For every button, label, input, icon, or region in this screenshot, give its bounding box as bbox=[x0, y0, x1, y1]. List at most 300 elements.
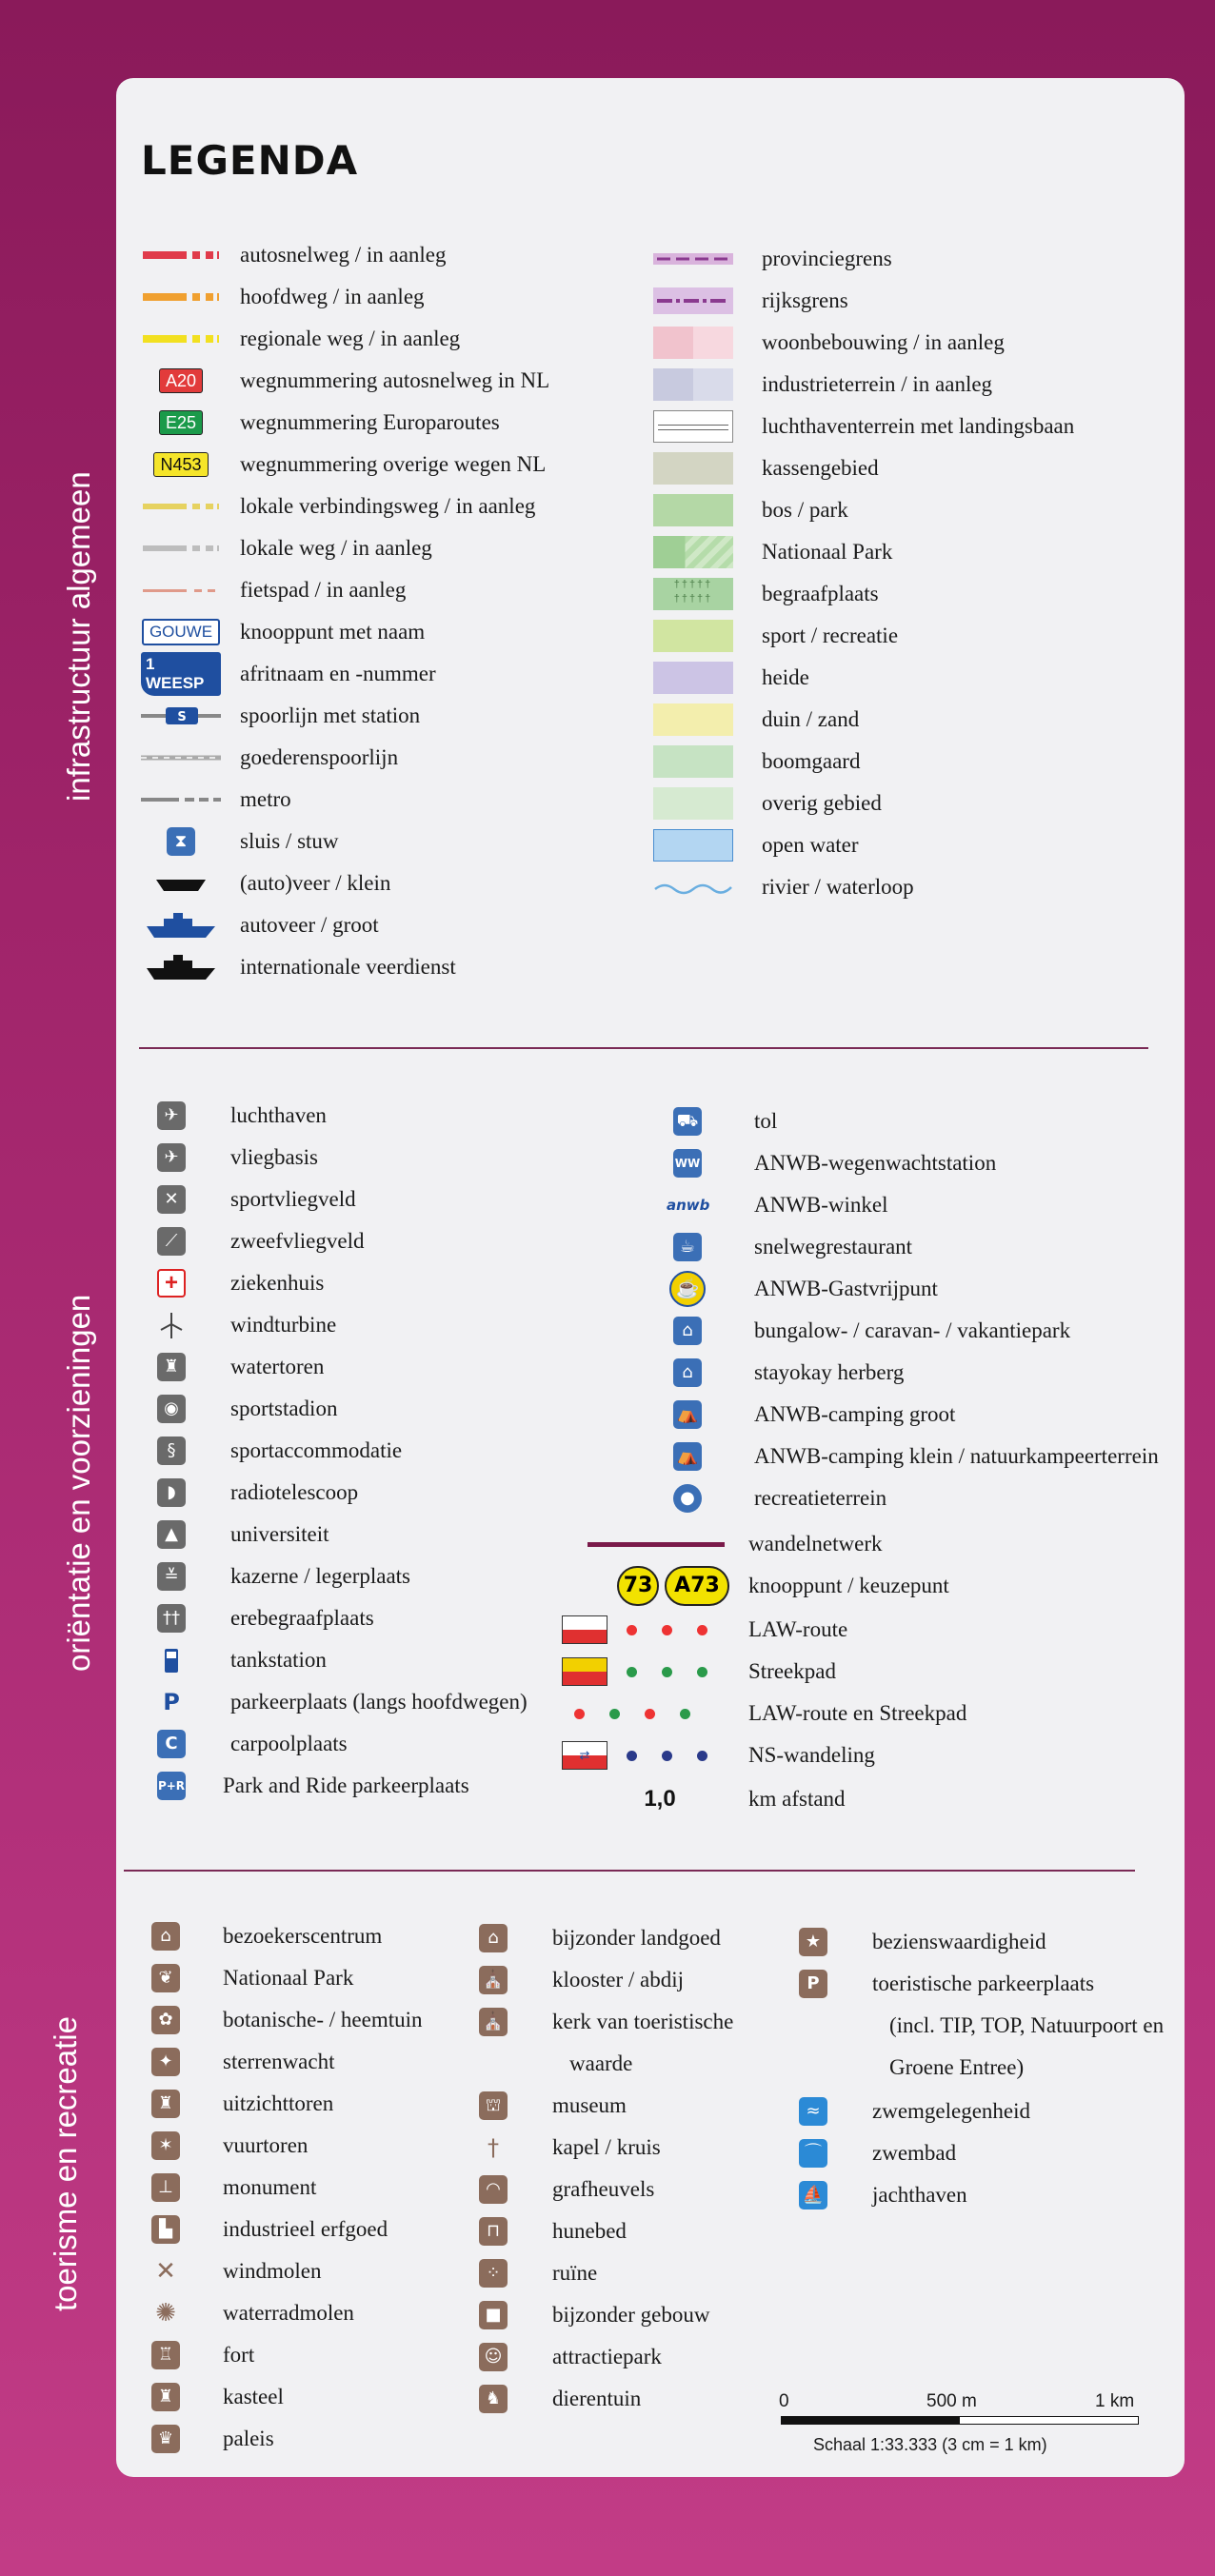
legend-label: bos / park bbox=[762, 498, 848, 522]
legend-item-local-road bbox=[141, 527, 598, 569]
streekpad-flag bbox=[562, 1651, 729, 1693]
airbase-icon: ✈ bbox=[157, 1143, 186, 1172]
legend-item-watermill bbox=[149, 2292, 463, 2334]
road-number-plate: E25 bbox=[159, 410, 203, 435]
watermill-icon: ✺ bbox=[155, 2299, 176, 2328]
large-camping-icon: ⛺ bbox=[673, 1400, 702, 1429]
observatory-icon: ✦ bbox=[151, 2048, 180, 2076]
metro-symbol bbox=[141, 779, 221, 821]
legend-item-road-service bbox=[667, 1142, 1181, 1184]
legend-label: hoofdweg / in aanleg bbox=[240, 285, 425, 308]
legend-item-hostel bbox=[667, 1352, 1181, 1394]
legend-label: overig gebied bbox=[762, 791, 882, 815]
bicycle-path-symbol bbox=[141, 569, 221, 611]
legend-item-barracks bbox=[154, 1556, 573, 1597]
legend-item-orchard bbox=[653, 741, 1167, 783]
legend-label: luchthaventerrein met landingsbaan bbox=[762, 414, 1075, 438]
legend-label: knooppunt / keuzepunt bbox=[748, 1574, 949, 1597]
legend-item-recreation-area bbox=[667, 1477, 1181, 1519]
legend-label: parkeerplaats (langs hoofdwegen) bbox=[230, 1690, 528, 1714]
legend-label: monument bbox=[223, 2175, 317, 2199]
parking-icon: P bbox=[163, 1689, 180, 1715]
svg-text:S: S bbox=[177, 710, 187, 724]
legend-item-freight-railway bbox=[141, 737, 598, 779]
legend-label: ruïne bbox=[552, 2261, 598, 2285]
legend-item-radio-telescope bbox=[154, 1472, 573, 1514]
legend-item-province-border bbox=[653, 238, 1167, 280]
law-route-flag bbox=[562, 1609, 729, 1651]
legend-label: Nationaal Park bbox=[223, 1966, 354, 1990]
amusement-park-icon: ☺ bbox=[479, 2343, 508, 2371]
legend-item-water-tower bbox=[154, 1346, 573, 1388]
legend-label: paleis bbox=[223, 2427, 274, 2450]
exit-plate: 1 WEESP bbox=[141, 652, 221, 696]
war-cemetery-icon: †† bbox=[157, 1604, 186, 1633]
legend-item-stadium bbox=[154, 1388, 573, 1430]
barracks-icon: ≚ bbox=[157, 1562, 186, 1591]
legend-label: zweefvliegveld bbox=[230, 1229, 365, 1253]
legend-label: hunebed bbox=[552, 2219, 627, 2243]
legend-item-heath bbox=[653, 657, 1167, 699]
junction-badge bbox=[606, 1565, 729, 1607]
legend-label: industrieterrein / in aanleg bbox=[762, 372, 993, 396]
legend-item-ns-walk bbox=[562, 1734, 1171, 1776]
hospital-icon: + bbox=[157, 1269, 186, 1298]
legend-label: duin / zand bbox=[762, 707, 860, 731]
zoo-icon: ♞ bbox=[479, 2385, 508, 2413]
legend-label: klooster / abdij bbox=[552, 1968, 684, 1991]
legend-item-forest bbox=[653, 489, 1167, 531]
legend-label: afritnaam en -nummer bbox=[240, 662, 436, 685]
glider-airfield-icon: ⟋ bbox=[157, 1227, 186, 1256]
legend-item-holiday-park bbox=[667, 1310, 1181, 1352]
legend-label: toeristische parkeerplaats bbox=[872, 1972, 1095, 1995]
toll-icon: ⛟ bbox=[673, 1107, 702, 1136]
legend-item-railway bbox=[141, 695, 598, 737]
legend-title: LEGENDA bbox=[141, 137, 359, 184]
legend-item-regional-road bbox=[141, 318, 598, 360]
legend-item-park-and-ride bbox=[154, 1765, 573, 1807]
legend-label: ANWB-camping klein / natuurkampeerterrein bbox=[754, 1444, 1159, 1468]
legend-item-war-cemetery bbox=[154, 1597, 573, 1639]
legend-label: bijzonder landgoed bbox=[552, 1926, 721, 1950]
anwb-shop-icon: anwb bbox=[667, 1197, 710, 1214]
legend-item-amusement-park bbox=[476, 2336, 800, 2378]
legend-item-dolmen bbox=[476, 2210, 800, 2252]
legend-label: Nationaal Park bbox=[762, 540, 893, 564]
legend-label: zwembad bbox=[872, 2141, 957, 2165]
small-ferry-icon bbox=[141, 862, 221, 904]
legend-label: wandelnetwerk bbox=[748, 1532, 883, 1556]
legend-item-law-route bbox=[562, 1609, 1171, 1651]
open-water-swatch bbox=[653, 829, 733, 862]
legend-item-university bbox=[154, 1514, 573, 1556]
legend-item-junction bbox=[606, 1565, 1177, 1607]
dune-sand-swatch bbox=[653, 703, 733, 736]
legend-label: kassengebied bbox=[762, 456, 879, 480]
legend-label: open water bbox=[762, 833, 859, 857]
legend-label: internationale veerdienst bbox=[240, 955, 456, 979]
legend-item-wind-turbine bbox=[154, 1304, 573, 1346]
legend-item-church-cont bbox=[476, 2043, 800, 2085]
scale-tick-0: 0 bbox=[779, 2391, 789, 2411]
national-park-swatch bbox=[653, 536, 733, 568]
legend-label: snelwegrestaurant bbox=[754, 1235, 913, 1258]
legend-label: sluis / stuw bbox=[240, 829, 339, 853]
legend-item-glider-airfield bbox=[154, 1220, 573, 1262]
legend-item-highway-restaurant bbox=[667, 1226, 1181, 1268]
legend-item-monument bbox=[149, 2167, 463, 2209]
legend-item-road-number-europe bbox=[141, 402, 598, 444]
legend-label: wegnummering autosnelweg in NL bbox=[240, 368, 550, 392]
sport-airfield-icon: ✕ bbox=[157, 1185, 186, 1214]
legend-label: boomgaard bbox=[762, 749, 861, 773]
province-border-symbol bbox=[653, 238, 733, 280]
legend-label: sport / recreatie bbox=[762, 624, 899, 647]
stadium-icon: ◉ bbox=[157, 1395, 186, 1423]
scale-tick-500m: 500 m bbox=[926, 2391, 977, 2411]
legend-item-tourist-parking bbox=[796, 1963, 1177, 2005]
legend-label: windmolen bbox=[223, 2259, 322, 2283]
legend-item-lookout-tower bbox=[149, 2083, 463, 2125]
legend-label: uitzichttoren bbox=[223, 2091, 334, 2115]
legend-label: autoveer / groot bbox=[240, 913, 379, 937]
legend-label: knooppunt met naam bbox=[240, 620, 426, 644]
legend-label: waarde bbox=[569, 2051, 633, 2075]
ns-walk-flag: ⇄ bbox=[562, 1734, 729, 1776]
legend-item-national-border bbox=[653, 280, 1167, 322]
legend-label: goederenspoorlijn bbox=[240, 745, 399, 769]
legend-label: LAW-route en Streekpad bbox=[748, 1701, 967, 1725]
legend-label: kerk van toeristische bbox=[552, 2010, 734, 2033]
legend-label: sportvliegveld bbox=[230, 1187, 356, 1211]
cemetery-swatch: ††††† ††††† bbox=[653, 578, 733, 610]
airport-area-swatch bbox=[653, 410, 733, 443]
legend-label: bezienswaardigheid bbox=[872, 1930, 1046, 1953]
swimming-spot-icon: ≈ bbox=[799, 2097, 827, 2126]
legend-item-airport bbox=[154, 1095, 573, 1137]
scale-bar bbox=[779, 2391, 1141, 2467]
wind-turbine-icon bbox=[154, 1304, 189, 1346]
legend-label: rijksgrens bbox=[762, 288, 848, 312]
legend-item-airbase bbox=[154, 1137, 573, 1179]
burial-mound-icon: ◠ bbox=[479, 2175, 508, 2204]
greenhouse-area-swatch bbox=[653, 452, 733, 485]
legend-label: lokale verbindingsweg / in aanleg bbox=[240, 494, 536, 518]
legend-label: Groene Entree) bbox=[889, 2055, 1025, 2079]
legend-label: attractiepark bbox=[552, 2345, 662, 2368]
legend-item-distance bbox=[562, 1778, 1171, 1820]
legend-label: sterrenwacht bbox=[223, 2050, 335, 2073]
recreation-area-icon: ● bbox=[673, 1484, 702, 1513]
legend-item-lighthouse bbox=[149, 2125, 463, 2167]
legend-label: radiotelescoop bbox=[230, 1480, 359, 1504]
legend-label: spoorlijn met station bbox=[240, 703, 421, 727]
university-icon: ▲ bbox=[157, 1520, 186, 1549]
hospitality-point-icon: ☕ bbox=[669, 1271, 706, 1307]
legend-label: watertoren bbox=[230, 1355, 325, 1378]
monument-icon: ⊥ bbox=[151, 2173, 180, 2202]
section-title-infrastructure: infrastructuur algemeen bbox=[61, 471, 96, 802]
scale-tick-1km: 1 km bbox=[1095, 2391, 1135, 2411]
botanical-garden-icon: ✿ bbox=[151, 2006, 180, 2034]
legend-item-junction-name bbox=[141, 611, 598, 653]
section-divider bbox=[139, 1047, 1148, 1049]
section-title-tourism: toerisme en recreatie bbox=[48, 2016, 83, 2311]
legend-item-industrial bbox=[653, 364, 1167, 406]
legend-item-bicycle-path bbox=[141, 569, 598, 611]
residential-area-swatch bbox=[653, 327, 733, 359]
legend-item-international-ferry bbox=[141, 946, 598, 988]
section-title-orientation: oriëntatie en voorzieningen bbox=[61, 1294, 96, 1672]
legend-label: tankstation bbox=[230, 1648, 327, 1672]
legend-label: botanische- / heemtuin bbox=[223, 2008, 423, 2031]
legend-item-other-area bbox=[653, 783, 1167, 824]
legend-item-tourist-parking-note2 bbox=[796, 2047, 1177, 2089]
legend-item-fort bbox=[149, 2334, 463, 2376]
orchard-swatch bbox=[653, 745, 733, 778]
legend-item-botanical-garden bbox=[149, 1999, 463, 2041]
dolmen-icon: ⊓ bbox=[479, 2217, 508, 2246]
railway-station-symbol bbox=[141, 695, 221, 737]
church-icon: ⛪ bbox=[479, 2008, 508, 2036]
legend-item-museum bbox=[476, 2085, 800, 2127]
legend-item-open-water bbox=[653, 824, 1167, 866]
legend-item-sports-facility bbox=[154, 1430, 573, 1472]
legend-item-parking bbox=[154, 1681, 573, 1723]
legend-item-streekpad bbox=[562, 1651, 1171, 1693]
legend-item-large-camping bbox=[667, 1394, 1181, 1436]
choice-point-badge: A73 bbox=[665, 1566, 729, 1606]
legend-label: kasteel bbox=[223, 2385, 284, 2408]
airport-icon: ✈ bbox=[157, 1101, 186, 1130]
highway-restaurant-icon: ☕ bbox=[673, 1233, 702, 1261]
legend-item-greenhouse bbox=[653, 447, 1167, 489]
forest-park-swatch bbox=[653, 494, 733, 526]
international-ferry-icon bbox=[141, 946, 221, 988]
legend-item-metro bbox=[141, 779, 598, 821]
legend-item-airport-area bbox=[653, 406, 1167, 447]
legend-label: bijzonder gebouw bbox=[552, 2303, 710, 2327]
legend-item-road-number-motorway bbox=[141, 360, 598, 402]
scale-bar-graphic bbox=[781, 2416, 1139, 2425]
legend-label: Streekpad bbox=[748, 1659, 836, 1683]
legend-label: (incl. TIP, TOP, Natuurpoort en bbox=[889, 2013, 1165, 2037]
local-road-symbol bbox=[141, 527, 221, 569]
legend-item-swimming-pool bbox=[796, 2132, 1177, 2174]
castle-icon: ♜ bbox=[151, 2383, 180, 2411]
legend-label: ANWB-camping groot bbox=[754, 1402, 956, 1426]
legend-label: fietspad / in aanleg bbox=[240, 578, 407, 602]
legend-item-national-park bbox=[149, 1957, 463, 1999]
legend-label: begraafplaats bbox=[762, 582, 879, 605]
legend-label: stayokay herberg bbox=[754, 1360, 905, 1384]
legend-item-tourist-parking-note1 bbox=[796, 2005, 1177, 2047]
legend-label: lokale weg / in aanleg bbox=[240, 536, 432, 560]
road-number-plate: A20 bbox=[159, 368, 203, 393]
legend-label: ANWB-wegenwachtstation bbox=[754, 1151, 997, 1175]
fort-icon: ♖ bbox=[151, 2341, 180, 2369]
marina-icon: ⛵ bbox=[799, 2181, 827, 2209]
legend-item-hospitality-point bbox=[667, 1268, 1181, 1310]
visitor-center-icon: ⌂ bbox=[151, 1922, 180, 1951]
radio-telescope-icon: ◗ bbox=[157, 1478, 186, 1507]
legend-item-local-connecting-road bbox=[141, 485, 598, 527]
lookout-tower-icon: ♜ bbox=[151, 2090, 180, 2118]
legend-item-church bbox=[476, 2001, 800, 2043]
museum-icon: ⛫ bbox=[479, 2091, 508, 2120]
legend-item-industrial-heritage bbox=[149, 2209, 463, 2250]
legend-label: ziekenhuis bbox=[230, 1271, 325, 1295]
legend-label: recreatieterrein bbox=[754, 1486, 887, 1510]
legend-item-walking-network bbox=[587, 1523, 1177, 1565]
legend-item-palace bbox=[149, 2418, 463, 2460]
legend-label: vuurtoren bbox=[223, 2133, 309, 2157]
road-service-station-icon: WW bbox=[673, 1149, 702, 1178]
legend-item-chapel bbox=[476, 2127, 800, 2169]
legend-label: luchthaven bbox=[230, 1103, 327, 1127]
legend-item-national-park-area bbox=[653, 531, 1167, 573]
sight-star-icon: ★ bbox=[799, 1928, 827, 1956]
legend-label: grafheuvels bbox=[552, 2177, 655, 2201]
scale-caption: Schaal 1:33.333 (3 cm = 1 km) bbox=[813, 2435, 1047, 2454]
legend-item-main-road bbox=[141, 276, 598, 318]
legend-label: wegnummering Europaroutes bbox=[240, 410, 500, 434]
legend-item-hospital bbox=[154, 1262, 573, 1304]
legend-item-residential bbox=[653, 322, 1167, 364]
legend-label: carpoolplaats bbox=[230, 1732, 348, 1755]
park-and-ride-icon: P+R bbox=[157, 1772, 186, 1800]
legend-item-river bbox=[653, 866, 1167, 908]
legend-item-burial-mound bbox=[476, 2169, 800, 2210]
legend-label: metro bbox=[240, 787, 291, 811]
legend-label: sportaccommodatie bbox=[230, 1438, 403, 1462]
legend-label: dierentuin bbox=[552, 2387, 642, 2410]
industrial-area-swatch bbox=[653, 368, 733, 401]
legend-label: kazerne / legerplaats bbox=[230, 1564, 410, 1588]
water-tower-icon: ♜ bbox=[157, 1353, 186, 1381]
legend-label: universiteit bbox=[230, 1522, 329, 1546]
legend-item-small-camping bbox=[667, 1436, 1181, 1477]
legend-item-special-building bbox=[476, 2294, 800, 2336]
motorway-symbol bbox=[141, 234, 221, 276]
legend-label: zwemgelegenheid bbox=[872, 2099, 1031, 2123]
legend-item-visitor-center bbox=[149, 1915, 463, 1957]
legend-label: bezoekerscentrum bbox=[223, 1924, 383, 1948]
main-road-symbol bbox=[141, 276, 221, 318]
junction-name-plate: GOUWE bbox=[142, 619, 220, 645]
legend-label: ANWB-winkel bbox=[754, 1193, 888, 1217]
legend-label: tol bbox=[754, 1109, 778, 1133]
national-park-leaf-icon: ❦ bbox=[151, 1964, 180, 1992]
legend-item-small-ferry bbox=[141, 862, 598, 904]
legend-label: jachthaven bbox=[872, 2183, 967, 2207]
legend-item-sport-airfield bbox=[154, 1179, 573, 1220]
legend-item-motorway bbox=[141, 234, 598, 276]
heath-swatch bbox=[653, 662, 733, 694]
legend-item-castle bbox=[149, 2376, 463, 2418]
national-border-symbol bbox=[653, 280, 733, 322]
legend-label: Park and Ride parkeerplaats bbox=[223, 1773, 469, 1797]
windmill-icon: ✕ bbox=[155, 2257, 176, 2286]
section-divider bbox=[124, 1870, 1135, 1872]
sports-facility-icon: § bbox=[157, 1437, 186, 1465]
estate-icon: ⌂ bbox=[479, 1924, 508, 1952]
legend-label: regionale weg / in aanleg bbox=[240, 327, 461, 350]
small-camping-icon: ⛺ bbox=[673, 1442, 702, 1471]
combined-route-dots bbox=[562, 1693, 729, 1734]
legend-label: waterradmolen bbox=[223, 2301, 354, 2325]
legend-label: sportstadion bbox=[230, 1397, 338, 1420]
large-ferry-icon bbox=[141, 904, 221, 946]
legend-item-lock bbox=[141, 821, 598, 862]
legend-item-anwb-shop bbox=[667, 1184, 1181, 1226]
legend-item-monastery bbox=[476, 1959, 800, 2001]
lock-icon: ⧗ bbox=[167, 827, 195, 856]
ruin-icon: ⁘ bbox=[479, 2259, 508, 2288]
carpool-icon: C bbox=[157, 1730, 186, 1758]
legend-label: fort bbox=[223, 2343, 255, 2367]
junction-number-badge: 73 bbox=[617, 1566, 659, 1606]
legend-item-marina bbox=[796, 2174, 1177, 2216]
hostel-icon: ⌂ bbox=[673, 1358, 702, 1387]
legend-label: wegnummering overige wegen NL bbox=[240, 452, 547, 476]
legend-label: bungalow- / caravan- / vakantiepark bbox=[754, 1318, 1071, 1342]
road-number-plate: N453 bbox=[153, 452, 208, 477]
river-symbol bbox=[653, 866, 733, 908]
monastery-icon: ⛪ bbox=[479, 1966, 508, 1994]
local-connecting-road-symbol bbox=[141, 485, 221, 527]
legend-label: rivier / waterloop bbox=[762, 875, 914, 899]
legend-item-observatory bbox=[149, 2041, 463, 2083]
legend-label: ANWB-Gastvrijpunt bbox=[754, 1277, 938, 1300]
legend-item-estate bbox=[476, 1917, 800, 1959]
legend-item-swimming-spot bbox=[796, 2091, 1177, 2132]
legend-label: (auto)veer / klein bbox=[240, 871, 391, 895]
legend-label: NS-wandeling bbox=[748, 1743, 875, 1767]
legend-item-cemetery bbox=[653, 573, 1167, 615]
legend-label: vliegbasis bbox=[230, 1145, 318, 1169]
industrial-heritage-icon: ▙ bbox=[151, 2215, 180, 2244]
legend-item-carpool bbox=[154, 1723, 573, 1765]
legend-item-large-ferry bbox=[141, 904, 598, 946]
distance-label: 1,0 bbox=[644, 1786, 676, 1812]
legend-item-combined-route bbox=[562, 1693, 1171, 1734]
special-building-icon: ■ bbox=[479, 2301, 508, 2329]
chapel-cross-icon: † bbox=[488, 2134, 499, 2161]
other-area-swatch bbox=[653, 787, 733, 820]
regional-road-symbol bbox=[141, 318, 221, 360]
palace-icon: ♛ bbox=[151, 2425, 180, 2453]
legend-label: museum bbox=[552, 2093, 627, 2117]
legend-label: provinciegrens bbox=[762, 247, 892, 270]
swimming-pool-icon: ⌒ bbox=[799, 2139, 827, 2168]
sport-recreation-swatch bbox=[653, 620, 733, 652]
legend-item-zoo bbox=[476, 2378, 800, 2420]
holiday-park-icon: ⌂ bbox=[673, 1317, 702, 1345]
legend-label: heide bbox=[762, 665, 809, 689]
walking-network-line bbox=[588, 1542, 725, 1547]
legend-label: LAW-route bbox=[748, 1617, 848, 1641]
legend-item-sport-recreation bbox=[653, 615, 1167, 657]
fuel-station-icon bbox=[154, 1639, 189, 1681]
legend-label: windturbine bbox=[230, 1313, 337, 1337]
legend-item-ruin bbox=[476, 2252, 800, 2294]
legend-item-dune bbox=[653, 699, 1167, 741]
legend-label: industrieel erfgoed bbox=[223, 2217, 388, 2241]
legend-label: woonbebouwing / in aanleg bbox=[762, 330, 1005, 354]
freight-railway-symbol bbox=[141, 737, 221, 779]
